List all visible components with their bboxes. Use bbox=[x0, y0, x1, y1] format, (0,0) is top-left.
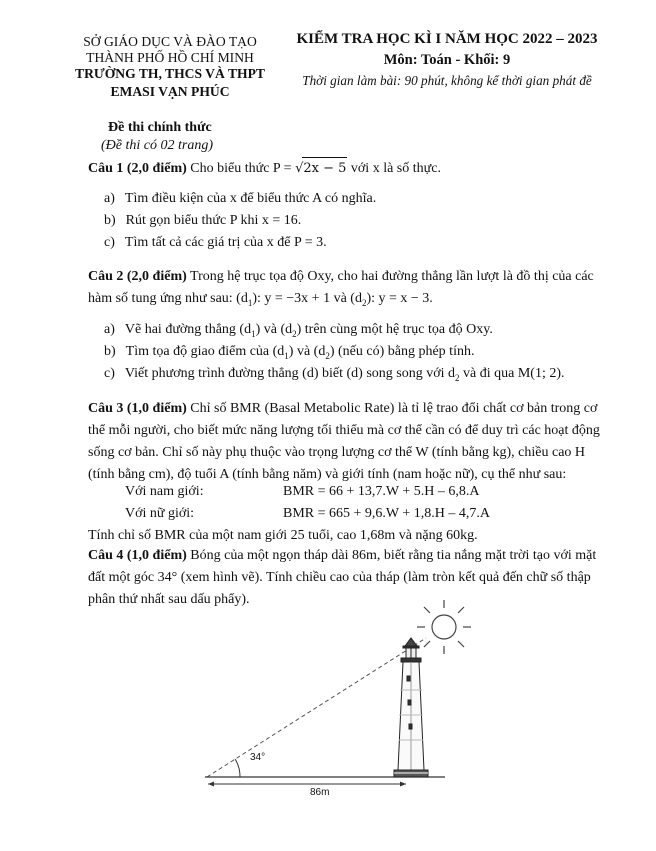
q2-stem-line2: hàm số tung ứng như sau: $(d_1)$: y = −3x + 1 và $(d_2)$: y = x − 3. bbox=[88, 291, 433, 308]
q3-label: Câu 3 (1,0 điểm) bbox=[88, 401, 187, 416]
q4-line2: đất một góc 34° (xem hình vẽ). Tính chiều cao của tháp (làm tròn kết quả đến chữ số thập bbox=[88, 570, 591, 585]
angle-arc bbox=[235, 759, 240, 777]
q2-stem-line1: Câu 2 (2,0 điểm) Trong hệ trục tọa độ Oxy, cho hai đường thẳng lần lượt là đồ thị của các bbox=[88, 269, 594, 284]
q2-item-c: c) Viết phương trình đường thẳng (d) biết (d) song song với $d_2$ và đi qua M(1; 2). bbox=[104, 366, 565, 383]
q3-line1: Câu 3 (1,0 điểm) Chỉ số BMR (Basal Metabolic Rate) là tỉ lệ trao đổi chất cơ bản trong cơ bbox=[88, 401, 598, 416]
sqrt-expression: √2x − 5 bbox=[295, 161, 347, 176]
school-name-line1: TRƯỜNG TH, THCS VÀ THPT bbox=[75, 66, 265, 81]
q2-item-a: a) Vẽ hai đường thẳng $(d_1)$ và $(d_2)$ trên cùng một hệ trục tọa độ Oxy. bbox=[104, 322, 493, 339]
q3-line2: thể mỗi người, cho biết mức năng lượng tối thiểu mà cơ thể cần có để duy trì các hoạt động bbox=[88, 423, 600, 438]
q1-item-a: a) Tìm điều kiện của x để biểu thức A có nghĩa. bbox=[104, 191, 377, 206]
school-name-line2: EMASI VẠN PHÚC bbox=[110, 84, 230, 99]
q1-label: Câu 1 (2,0 điểm) bbox=[88, 161, 187, 176]
male-formula: BMR = 66 + 13,7.W + 5.H – 6,8.A bbox=[283, 484, 480, 499]
angle-label: 34° bbox=[250, 752, 266, 763]
q3-task: Tính chỉ số BMR của một nam giới 25 tuổi, cao 1,68m và nặng 60kg. bbox=[88, 528, 478, 543]
q3-line4: (tính bằng cm), độ tuổi A (tính bằng năm) và giới tính (nam hoặc nữ), cụ thể như sau: bbox=[88, 467, 567, 482]
q2-label: Câu 2 (2,0 điểm) bbox=[88, 269, 187, 284]
exam-title: KIỂM TRA HỌC KÌ I NĂM HỌC 2022 – 2023 bbox=[296, 31, 598, 47]
male-label: Với nam giới: bbox=[125, 484, 204, 499]
dept-name: SỞ GIÁO DỤC VÀ ĐÀO TẠO bbox=[83, 34, 257, 49]
q4-label: Câu 4 (1,0 điểm) bbox=[88, 548, 187, 563]
page-count: (Đề thi có 02 trang) bbox=[101, 138, 213, 153]
q1-item-c: c) Tìm tất cả các giá trị của x để P = 3. bbox=[104, 235, 327, 250]
shadow-label: 86m bbox=[310, 787, 330, 798]
q1-item-b: b) Rút gọn biểu thức P khi x = 16. bbox=[104, 213, 302, 228]
q2-item-b: b) Tìm tọa độ giao điểm của $(d_1)$ và $(d_2)$ (nếu có) bằng phép tính. bbox=[104, 344, 475, 361]
q4-line1: Câu 4 (1,0 điểm) Bóng của một ngọn tháp dài 86m, biết rằng tia nắng mặt trời tạo với mặt bbox=[88, 548, 597, 563]
female-formula: BMR = 665 + 9,6.W + 1,8.H – 4,7.A bbox=[283, 506, 490, 521]
q1-stem: Câu 1 (2,0 điểm) Cho biểu thức P = √2x − 5 với x là số thực. bbox=[88, 157, 600, 180]
subject-line: Môn: Toán - Khối: 9 bbox=[383, 52, 511, 68]
lighthouse-icon bbox=[394, 638, 428, 777]
q4-line3: phân thứ nhất sau dấu phẩy). bbox=[88, 592, 250, 607]
time-line: Thời gian làm bài: 90 phút, không kể thời gian phát đề bbox=[302, 73, 592, 88]
q3-line3: sống cơ bản. Chỉ số này phụ thuộc vào trọng lượng cơ thể W (tính bằng kg), chiều cao H bbox=[88, 445, 586, 460]
city-name: THÀNH PHỐ HỒ CHÍ MINH bbox=[86, 50, 254, 65]
female-label: Với nữ giới: bbox=[125, 506, 195, 521]
sun-ray bbox=[207, 638, 426, 777]
official-label: Đề thi chính thức bbox=[108, 120, 212, 135]
sun-icon bbox=[417, 600, 471, 654]
